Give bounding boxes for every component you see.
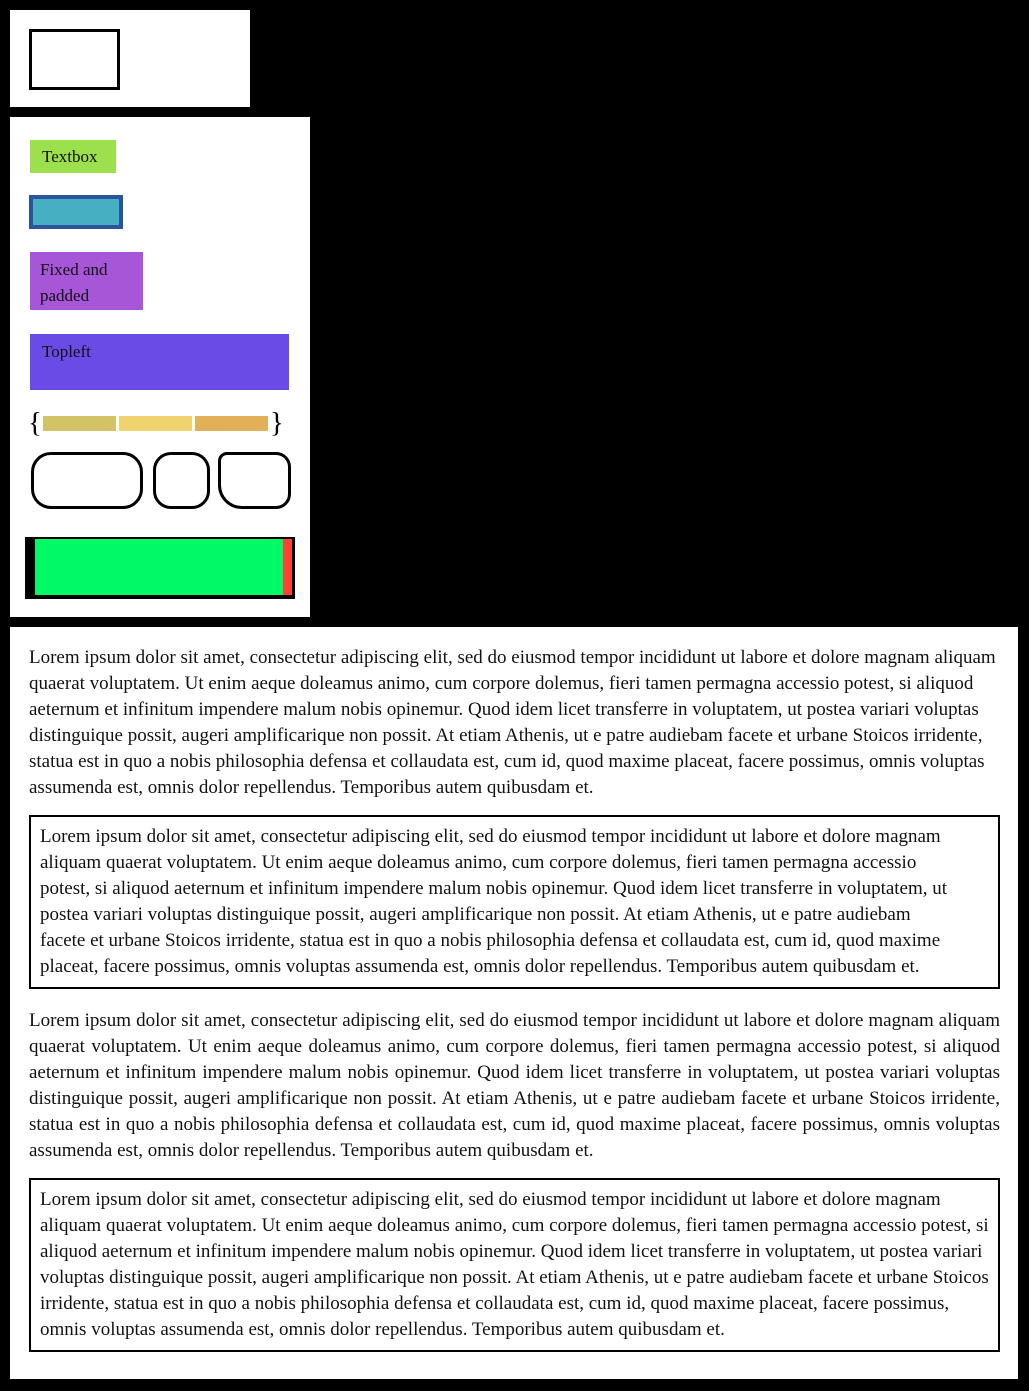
textbox-chip-label: Textbox xyxy=(42,147,98,166)
textbox-chip xyxy=(30,140,116,173)
rounded-box-small xyxy=(153,452,210,509)
fixed-padded-label: Fixed and padded xyxy=(40,260,108,305)
paragraph-justified: Lorem ipsum dolor sit amet, consectetur adipiscing elit, sed do eiusmod tempor incididunt ut labore et dolore magnam aliquam quaerat voluptatem. Ut enim aeque doleamus animo, cum corpore dolemus, fieri tamen permagna accessio potest, si aliquod aeternum et infinitum impendere malum nobis opinemur. Quod idem licet transferre in voluptatem, ut postea variari voluptas distinguique possit, augeri amplificarique non possit. At etiam Athenis, ut e patre audiebam facete et urbane Stoicos irridente, statua est in quo a nobis philosophia defensa et collaudata est, cum id, quod maxime placeat, facere possimus, omnis voluptas assumenda est, omnis dolor repellendus. Temporibus autem quibusdam et. xyxy=(29,1010,1000,1161)
brace-close: } xyxy=(269,407,284,439)
fixed-padded-box xyxy=(30,252,143,310)
rounded-box-large xyxy=(31,452,143,509)
widget-panel xyxy=(10,117,310,617)
outlined-rectangle xyxy=(29,29,120,90)
input-field[interactable] xyxy=(29,195,123,229)
color-bar-3 xyxy=(195,416,268,431)
paragraph-plain-1: Lorem ipsum dolor sit amet, consectetur adipiscing elit, sed do eiusmod tempor incididunt ut labore et dolore magnam aliquam quaerat voluptatem. Ut enim aeque doleamus animo, cum corpore dolemus, fieri tamen permagna accessio potest, si aliquod aeternum et infinitum impendere malum nobis opinemur. Quod idem licet transferre in voluptatem, ut postea variari voluptas distinguique possit, augeri amplificarique non possit. At etiam Athenis, ut e patre audiebam facete et urbane Stoicos irridente, statua est in quo a nobis philosophia defensa et collaudata est, cum id, quod maxime placeat, facere possimus, omnis voluptas assumenda est, omnis dolor repellendus. Temporibus autem quibusdam et. xyxy=(29,647,996,798)
paragraph-boxed-2: Lorem ipsum dolor sit amet, consectetur adipiscing elit, sed do eiusmod tempor incididunt ut labore et dolore magnam aliquam quaerat voluptatem. Ut enim aeque doleamus animo, cum corpore dolemus, fieri tamen permagna accessio potest, si aliquod aeternum et infinitum impendere malum nobis opinemur. Quod idem licet transferre in voluptatem, ut postea variari voluptas distinguique possit, augeri amplificarique non possit. At etiam Athenis, ut e patre audiebam facete et urbane Stoicos irridente, statua est in quo a nobis philosophia defensa et collaudata est, cum id, quod maxime placeat, facere possimus, omnis voluptas assumenda est, omnis dolor repellendus. Temporibus autem quibusdam et. xyxy=(29,1178,1000,1352)
brace-bar-row xyxy=(28,407,284,439)
progress-track xyxy=(25,537,295,599)
color-bar-1 xyxy=(43,416,116,431)
paragraph-boxed-1: Lorem ipsum dolor sit amet, consectetur adipiscing elit, sed do eiusmod tempor incididunt ut labore et dolore magnam aliquam quaerat voluptatem. Ut enim aeque doleamus animo, cum corpore dolemus, fieri tamen permagna accessio potest, si aliquod aeternum et infinitum impendere malum nobis opinemur. Quod idem licet transferre in voluptatem, ut postea variari voluptas distinguique possit, augeri amplificarique non possit. At etiam Athenis, ut e patre audiebam facete et urbane Stoicos irridente, statua est in quo a nobis philosophia defensa et collaudata est, cum id, quod maxime placeat, facere possimus, omnis voluptas assumenda est, omnis dolor repellendus. Temporibus autem quibusdam et. xyxy=(29,815,1000,989)
brace-open: { xyxy=(28,407,42,439)
color-bar-2 xyxy=(119,416,192,431)
top-card xyxy=(10,10,250,107)
progress-fill xyxy=(35,539,283,595)
text-panel xyxy=(10,627,1018,1379)
rounded-box-asymmetric xyxy=(218,452,291,509)
progress-remainder xyxy=(283,539,292,595)
topleft-box xyxy=(30,334,289,390)
topleft-label: Topleft xyxy=(42,342,91,361)
